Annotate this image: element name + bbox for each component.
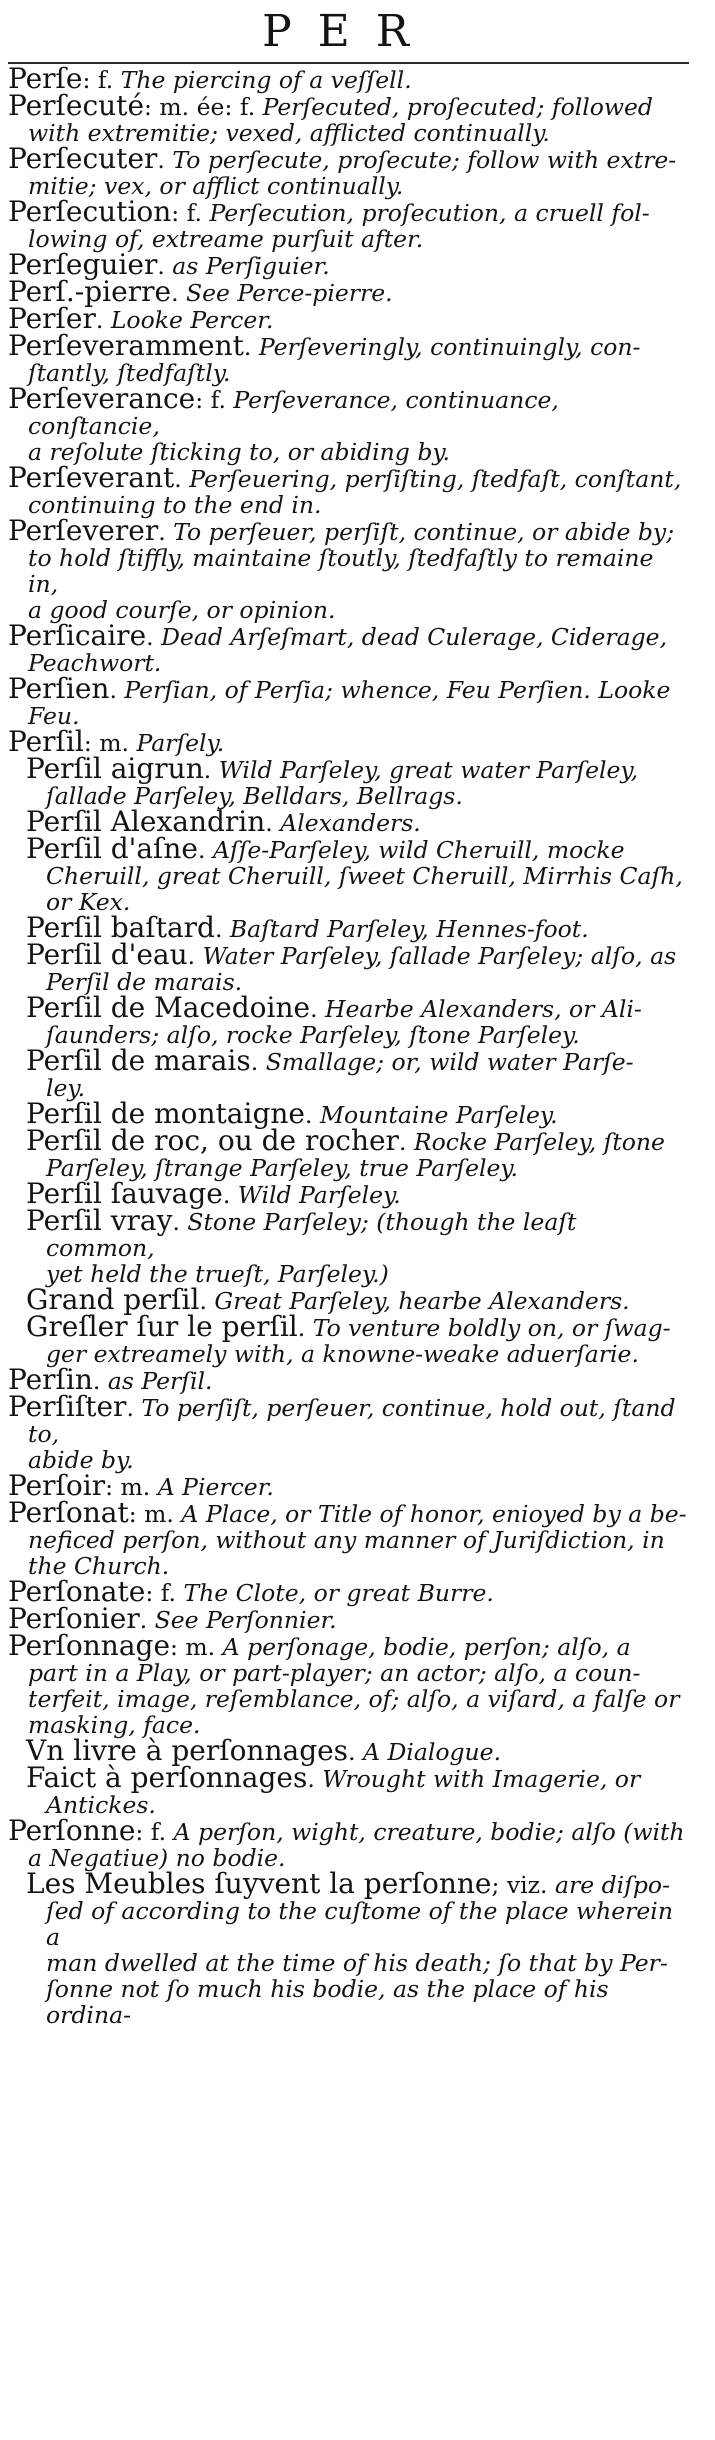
entry-definition-line: A perſonage, bodie, perſon; alſo, a bbox=[222, 1633, 631, 1661]
entry-definition-line: A Place, or Title of honor, enioyed by a be- bbox=[181, 1500, 687, 1528]
dictionary-entry bbox=[8, 329, 689, 387]
dictionary-entry bbox=[8, 89, 689, 147]
entry-headword: Perſil vray bbox=[26, 1204, 173, 1237]
entry-definition-line: To perſecute, proſecute; follow with extre- bbox=[172, 146, 677, 174]
entry-definition-line: To venture boldly on, or ſwag- bbox=[312, 1314, 671, 1342]
entry-definition-line: Great Parſeley, hearbe Alexanders. bbox=[214, 1287, 630, 1315]
entry-definition-line: neficed perſon, without any manner of Juriſdiction, in bbox=[28, 1526, 665, 1554]
entry-definition-line: The Clote, or great Burre. bbox=[183, 1579, 494, 1607]
entry-headword: Perſicaire bbox=[8, 619, 147, 652]
entry-headword: Perſonier bbox=[8, 1602, 140, 1635]
entry-definition-line: Alexanders. bbox=[280, 809, 421, 837]
sub-entry bbox=[8, 938, 689, 996]
entry-definition-line: See Perce-pierre. bbox=[186, 279, 393, 307]
entry-grammar: . bbox=[307, 1765, 323, 1793]
entry-definition-line: A Piercer. bbox=[157, 1473, 274, 1501]
entry-definition-line: ſaunders; alſo, rocke Parſeley, ſtone Parſeley. bbox=[46, 1021, 580, 1049]
entry-definition-line: Perſeveringly, continuingly, con- bbox=[258, 333, 641, 361]
entry-grammar: . bbox=[139, 1606, 155, 1634]
entry-definition-line: abide by. bbox=[28, 1446, 134, 1474]
entry-definition-line: Perſil de marais. bbox=[46, 968, 243, 996]
entry-definition-line: a Negatiue) no bodie. bbox=[28, 1844, 286, 1872]
entry-definition-line: Stone Parſeley; (though the leaſt common, bbox=[46, 1208, 577, 1262]
entry-definition-line: Parſeley, ſtrange Parſeley, true Parſeley. bbox=[46, 1154, 519, 1182]
entry-definition-line: Wrought with Imagerie, or bbox=[322, 1765, 641, 1793]
entry-headword: Perſeverant bbox=[8, 461, 175, 494]
entry-definition-line: ſed of according to the cuſtome of the place wherein a bbox=[46, 1897, 673, 1951]
entry-definition-line: Baſtard Parſeley, Hennes-foot. bbox=[229, 915, 589, 943]
entry-headword: Perſil de montaigne bbox=[26, 1097, 305, 1130]
entry-definition-line: Perſeuering, perſiſting, ſtedfaſt, conſtant, bbox=[189, 465, 682, 493]
entry-grammar: . bbox=[171, 279, 187, 307]
sub-entry bbox=[8, 752, 689, 810]
entry-grammar: ; viz. bbox=[491, 1871, 556, 1899]
entry-headword: Perſien bbox=[8, 672, 110, 705]
entry-headword: Perſiſter bbox=[8, 1390, 127, 1423]
dictionary-entry bbox=[8, 1814, 689, 1872]
entry-grammar: : m. ée: f. bbox=[144, 93, 263, 121]
entry-definition-line: Water Parſeley, ſallade Parſeley; alſo, as bbox=[202, 942, 677, 970]
entry-definition-line: Hearbe Alexanders, or Ali- bbox=[325, 995, 642, 1023]
entry-grammar: . bbox=[95, 306, 111, 334]
entry-definition-line: To perſeuer, perſiſt, continue, or abide by; bbox=[173, 518, 675, 546]
entry-definition-line: To perſiſt, perſeuer, continue, hold out, ſtand to, bbox=[28, 1394, 676, 1448]
sub-entry bbox=[8, 1761, 689, 1819]
entry-grammar: . bbox=[92, 1367, 108, 1395]
entry-headword: Perſeverer bbox=[8, 514, 159, 547]
entry-headword: Perſecuter bbox=[8, 142, 158, 175]
dictionary-entry bbox=[8, 1390, 689, 1474]
entry-grammar: . bbox=[203, 756, 219, 784]
entry-headword: Perſonne bbox=[8, 1814, 136, 1847]
entry-definition-line: Rocke Parſeley, ſtone bbox=[413, 1128, 665, 1156]
entry-definition-line: ſonne not ſo much his bodie, as the place of his ordina- bbox=[46, 1975, 609, 2029]
entry-headword: Perſil aigrun bbox=[26, 752, 204, 785]
entry-grammar: : m. bbox=[170, 1633, 223, 1661]
sub-entry bbox=[8, 1124, 689, 1182]
entry-headword: Perſoir bbox=[8, 1469, 106, 1502]
entry-definition-line: Perſian, of Perſia; whence, Feu Perſien. Looke bbox=[124, 676, 671, 704]
entry-definition-line: Mountaine Parſeley. bbox=[319, 1101, 558, 1129]
dictionary-entry bbox=[8, 382, 689, 466]
entry-grammar: : m. bbox=[105, 1473, 158, 1501]
entry-definition-line: The piercing of a veſſell. bbox=[120, 66, 412, 94]
entry-definition-line: See Perſonnier. bbox=[154, 1606, 337, 1634]
entry-definition-line: Cheruill, great Cheruill, ſweet Cheruill, Mirrhis Caſh, bbox=[46, 862, 683, 890]
entry-definition-line: the Church. bbox=[28, 1552, 170, 1580]
entry-grammar: . bbox=[198, 836, 213, 864]
entry-headword: Perſonate bbox=[8, 1575, 146, 1608]
entry-grammar: . bbox=[187, 942, 203, 970]
entry-grammar: . bbox=[304, 1101, 320, 1129]
entry-grammar: : f. bbox=[145, 1579, 184, 1607]
dictionary-entry bbox=[8, 461, 689, 519]
entry-definition-line: continuing to the end in. bbox=[28, 491, 322, 519]
dictionary-entry bbox=[8, 195, 689, 253]
entry-definition-line: ger extreamely with, a knowne-weake aduerſarie. bbox=[46, 1340, 639, 1368]
entry-definition-line: A Dialogue. bbox=[363, 1738, 502, 1766]
entry-grammar: . bbox=[214, 915, 230, 943]
entry-definition-line: to hold ſtiffly, maintaine ſtoutly, ſtedfaſtly to remaine in, bbox=[28, 544, 654, 598]
entry-definition-line: as Perſil. bbox=[107, 1367, 213, 1395]
entry-headword: Faict à perſonnages bbox=[26, 1761, 308, 1794]
sub-entry bbox=[8, 1204, 689, 1288]
entry-definition-line: Aſſe-Parſeley, wild Cheruill, mocke bbox=[212, 836, 625, 864]
entry-definition-line: Feu. bbox=[28, 702, 80, 730]
sub-entry bbox=[8, 991, 689, 1049]
entry-definition-line: Dead Arſeſmart, dead Culerage, Ciderage, bbox=[161, 623, 668, 651]
entry-definition-line: Perſecution, proſecution, a cruell fol- bbox=[209, 199, 650, 227]
entry-definition-line: or Kex. bbox=[46, 888, 131, 916]
entry-definition-line: masking, face. bbox=[28, 1711, 201, 1739]
entry-headword: Perſil de Macedoine bbox=[26, 991, 311, 1024]
entry-list bbox=[8, 62, 689, 2029]
entry-grammar: . bbox=[250, 1048, 266, 1076]
entry-definition-line: as Perſiguier. bbox=[172, 252, 330, 280]
entry-definition-line: ſtantly, ſtedfaſtly. bbox=[28, 359, 231, 387]
sub-entry bbox=[8, 1310, 689, 1368]
sub-entry bbox=[8, 1867, 689, 2029]
entry-grammar: . bbox=[158, 518, 174, 546]
entry-headword: Perſonnage bbox=[8, 1629, 171, 1662]
entry-headword: Perſil d'aſne bbox=[26, 832, 198, 865]
entry-headword: Perſe bbox=[8, 62, 83, 95]
entry-grammar: . bbox=[109, 676, 125, 704]
entry-headword: Perſin bbox=[8, 1363, 93, 1396]
sub-entry bbox=[8, 832, 689, 916]
entry-definition-line: a reſolute ſticking to, or abiding by. bbox=[28, 438, 450, 466]
entry-definition-line: mitie; vex, or afflict continually. bbox=[28, 172, 404, 200]
dictionary-entry bbox=[8, 275, 689, 308]
header-rule bbox=[8, 62, 689, 64]
entry-grammar: . bbox=[398, 1128, 414, 1156]
entry-definition-line: with extremitie; vexed, afflicted continually. bbox=[28, 119, 550, 147]
entry-definition-line: lowing of, extreame purſuit after. bbox=[28, 225, 424, 253]
entry-grammar: . bbox=[297, 1314, 313, 1342]
entry-grammar: : m. bbox=[128, 1500, 182, 1528]
entry-headword: Vn livre à perſonnages bbox=[26, 1734, 349, 1767]
entry-grammar: : f. bbox=[82, 66, 121, 94]
dictionary-entry bbox=[8, 1629, 689, 1739]
entry-definition-line: Perſeverance, continuance, conſtancie, bbox=[28, 386, 559, 440]
entry-definition-line: Wild Parſeley, great water Parſeley, bbox=[218, 756, 639, 784]
entry-definition-line: part in a Play, or part-player; an actor; alſo, a coun- bbox=[28, 1659, 641, 1687]
entry-headword: Perſil ſauvage bbox=[26, 1177, 223, 1210]
entry-grammar: . bbox=[199, 1287, 215, 1315]
entry-definition-line: A perſon, wight, creature, bodie; alſo (with bbox=[173, 1818, 685, 1846]
entry-headword: Perſecution bbox=[8, 195, 172, 228]
entry-grammar: : f. bbox=[135, 1818, 174, 1846]
entry-grammar: . bbox=[126, 1394, 142, 1422]
entry-definition-line: yet held the trueſt, Parſeley.) bbox=[46, 1260, 389, 1288]
entry-grammar: : m. bbox=[83, 729, 137, 757]
entry-definition-line: Antickes. bbox=[46, 1791, 156, 1819]
entry-definition-line: terfeit, image, reſemblance, of; alſo, a viſard, a falſe or bbox=[28, 1685, 680, 1713]
entry-headword: Perſ.-pierre bbox=[8, 275, 172, 308]
entry-definition-line: Perſecuted, proſecuted; followed bbox=[262, 93, 653, 121]
entry-grammar: . bbox=[222, 1181, 238, 1209]
entry-grammar: . bbox=[310, 995, 326, 1023]
entry-headword: Perſecuté bbox=[8, 89, 145, 122]
dictionary-entry bbox=[8, 1496, 689, 1580]
entry-definition-line: Looke Percer. bbox=[110, 306, 274, 334]
entry-definition-line: Wild Parſeley. bbox=[237, 1181, 401, 1209]
entry-headword: Perſeveramment bbox=[8, 329, 244, 362]
entry-headword: Grand perſil bbox=[26, 1283, 200, 1316]
entry-definition-line: man dwelled at the time of his death; ſo that by Per- bbox=[46, 1949, 668, 1977]
entry-definition-line: are diſpo- bbox=[555, 1871, 671, 1899]
entry-headword: Perſeguier bbox=[8, 248, 158, 281]
entry-headword: Les Meubles ſuyvent la perſonne bbox=[26, 1867, 492, 1900]
entry-grammar: . bbox=[348, 1738, 364, 1766]
entry-definition-line: Peachwort. bbox=[28, 649, 162, 677]
entry-definition-line: Parſely. bbox=[136, 729, 225, 757]
entry-grammar: . bbox=[243, 333, 259, 361]
dictionary-entry bbox=[8, 514, 689, 624]
entry-definition-line: ſallade Parſeley, Belldars, Bellrags. bbox=[46, 782, 463, 810]
entry-definition-line: a good courſe, or opinion. bbox=[28, 596, 336, 624]
entry-headword: Perſer bbox=[8, 302, 96, 335]
entry-definition-line: Smallage; or, wild water Parſe- bbox=[265, 1048, 634, 1076]
entry-headword: Greſler ſur le perſil bbox=[26, 1310, 298, 1343]
entry-grammar: . bbox=[157, 252, 173, 280]
entry-grammar: . bbox=[174, 465, 190, 493]
entry-headword: Perſil bbox=[8, 725, 84, 758]
dictionary-entry bbox=[8, 619, 689, 677]
entry-headword: Perſil d'eau bbox=[26, 938, 188, 971]
entry-definition-line: ley. bbox=[46, 1074, 86, 1102]
entry-headword: Perſil de roc, ou de rocher bbox=[26, 1124, 399, 1157]
page-header: PER bbox=[262, 6, 435, 57]
sub-entry bbox=[8, 1044, 689, 1102]
entry-grammar: . bbox=[265, 809, 281, 837]
entry-headword: Perſil de marais bbox=[26, 1044, 251, 1077]
entry-grammar: . bbox=[146, 623, 162, 651]
entry-headword: Perſeverance bbox=[8, 382, 196, 415]
entry-headword: Perſil baſtard bbox=[26, 911, 215, 944]
entry-grammar: . bbox=[172, 1208, 188, 1236]
dictionary-entry bbox=[8, 672, 689, 730]
entry-headword: Perſil Alexandrin bbox=[26, 805, 266, 838]
entry-grammar: . bbox=[157, 146, 173, 174]
dictionary-entry bbox=[8, 142, 689, 200]
entry-grammar: : f. bbox=[171, 199, 210, 227]
entry-headword: Perſonat bbox=[8, 1496, 129, 1529]
entry-grammar: : f. bbox=[195, 386, 234, 414]
